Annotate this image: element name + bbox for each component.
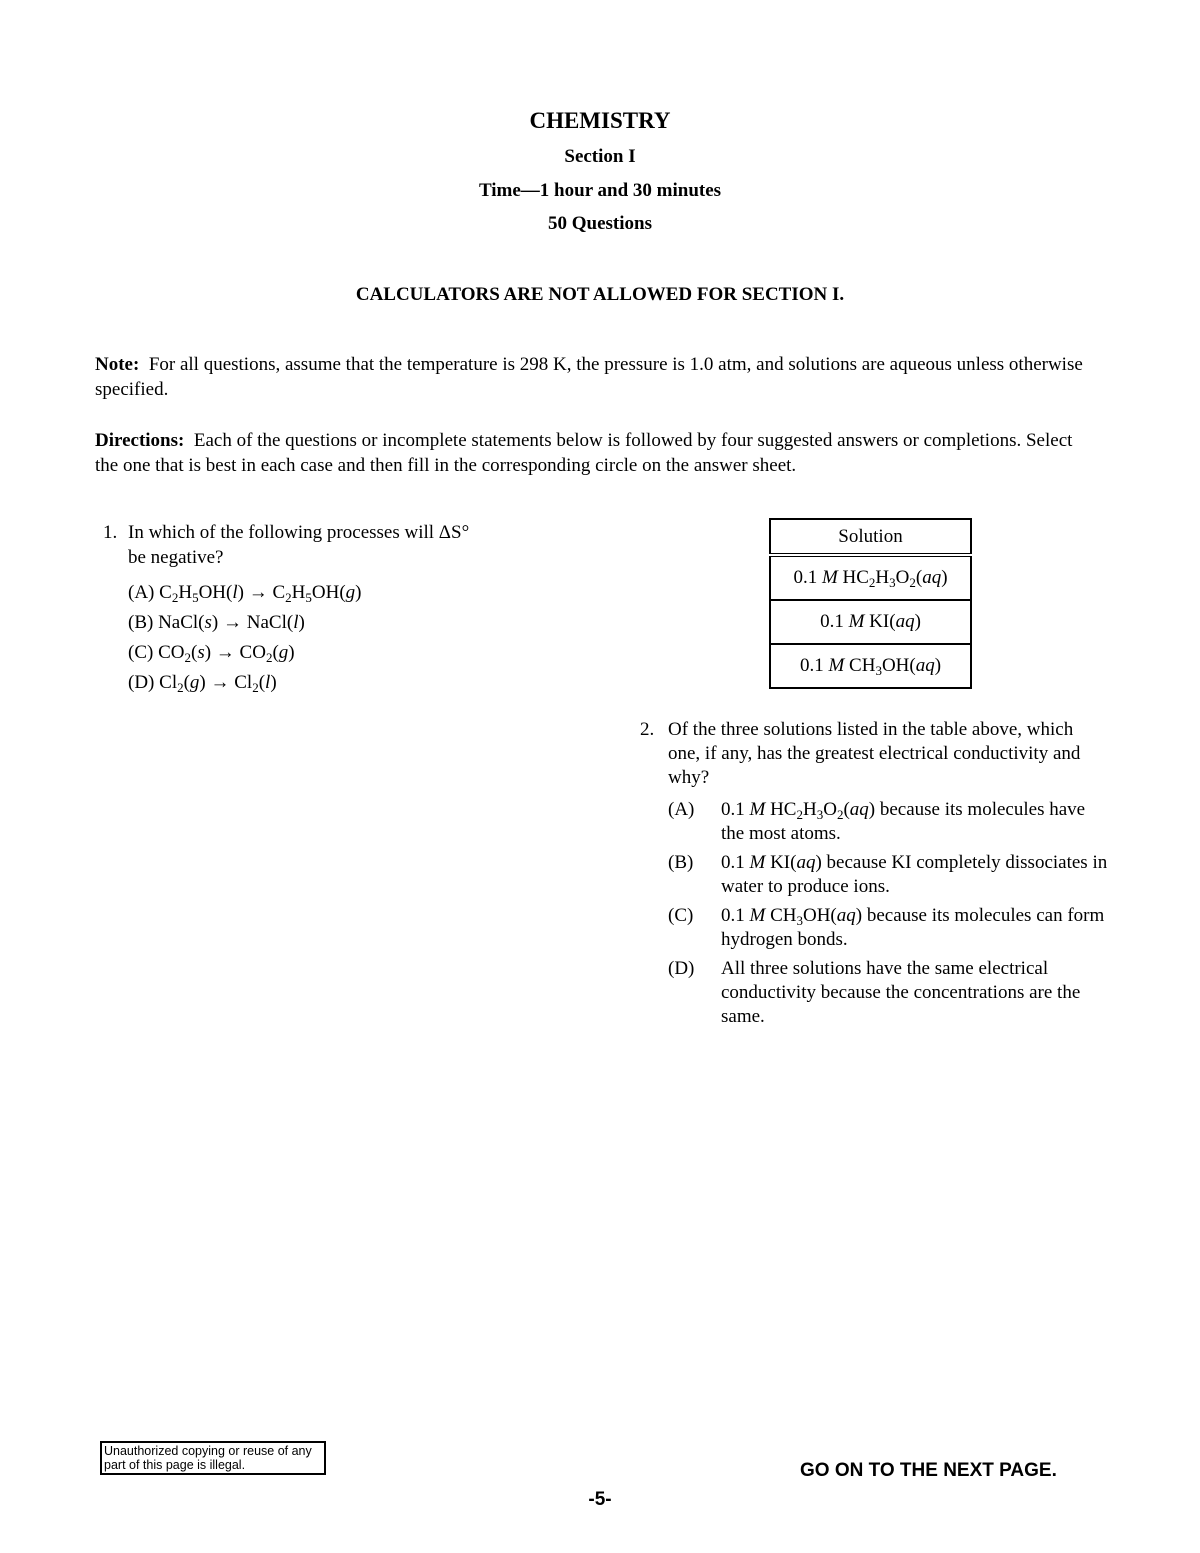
table-row: 0.1 M $HC_2H_3O_2(aq)$ [770,555,971,600]
table-row: 0.1 M $CH_3OH(aq)$ [770,644,971,688]
directions-label: Directions: [95,430,185,451]
question-count: 50 Questions [548,213,652,234]
choice-letter: (C) [128,642,154,663]
page-title: CHEMISTRY [529,108,671,133]
choice-letter: (A) [668,799,695,820]
answer-choice-a: (A) 0.1 M $HC_2H_3O_2(aq)$ because its molecules have the most atoms. [668,799,1086,844]
question-number: 2. [640,719,655,740]
question-number: 1. [103,522,118,543]
section-label: Section I [564,146,636,167]
next-page-notice: GO ON TO THE NEXT PAGE. [800,1460,1057,1481]
answer-choice-a: (A) $C_2H_5OH(l) \to C_2H_5OH(g)$ [128,582,362,605]
answer-choice-d: (D) $Cl_2(g) \to Cl_2(l)$ [128,672,277,695]
time-limit: Time—1 hour and 30 minutes [478,180,722,201]
choice-letter: (D) [128,672,155,693]
arrow-icon: → [211,642,240,663]
page-number: -5- [588,1489,612,1510]
arrow-icon: → [243,582,273,603]
choice-letter: (B) [128,612,154,633]
directions-paragraph [95,428,1095,478]
answer-choice-c: (C) 0.1 M $CH_3OH(aq)$ because its molecules can form hydrogen bonds. [668,905,1105,950]
question-stem-line: In which of the following processes will ΔS° [128,522,470,543]
question-2 [640,718,1110,1034]
question-stem: Of the three solutions listed in the table above, which one, if any, has the greatest electrical conductivity and why? [668,719,1081,788]
question-1 [103,520,543,698]
choice-letter: (D) [668,958,695,979]
choice-letter: (C) [668,905,694,926]
question-stem-line: be negative? [128,547,224,568]
copyright-notice: Unauthorized copying or reuse of any part of this page is illegal. [100,1441,326,1475]
note-label: Note: [95,354,140,375]
solutions-table [769,518,972,689]
arrow-icon: → [205,672,235,693]
question-stem [128,520,543,570]
note-paragraph [95,352,1095,402]
answer-choice-c: (C) $CO_2(s) \to CO_2(g)$ [128,642,295,665]
calculator-notice: CALCULATORS ARE NOT ALLOWED FOR SECTION I. [355,284,845,305]
directions-text: Each of the questions or incomplete statements below is followed by four suggested answers or completions. Select the one that is best in each case and then fill in the corresponding circle on the answer sheet. [95,430,1073,476]
table-row: 0.1 M KI(aq) [770,600,971,644]
choice-letter: (A) [128,582,155,603]
arrow-icon: → [218,612,247,633]
table-header: Solution [770,519,971,555]
choice-letter: (B) [668,852,694,873]
answer-choice-b: (B) 0.1 M KI(aq) because KI completely dissociates in water to produce ions. [668,852,1108,897]
note-text: For all questions, assume that the temperature is 298 K, the pressure is 1.0 atm, and solutions are aqueous unless otherwise specified. [95,354,1083,400]
answer-choice-b: (B) NaCl(s) → NaCl(l) [128,612,305,633]
answer-choice-d: (D) All three solutions have the same electrical conductivity because the concentrations are the same. [668,958,1081,1027]
